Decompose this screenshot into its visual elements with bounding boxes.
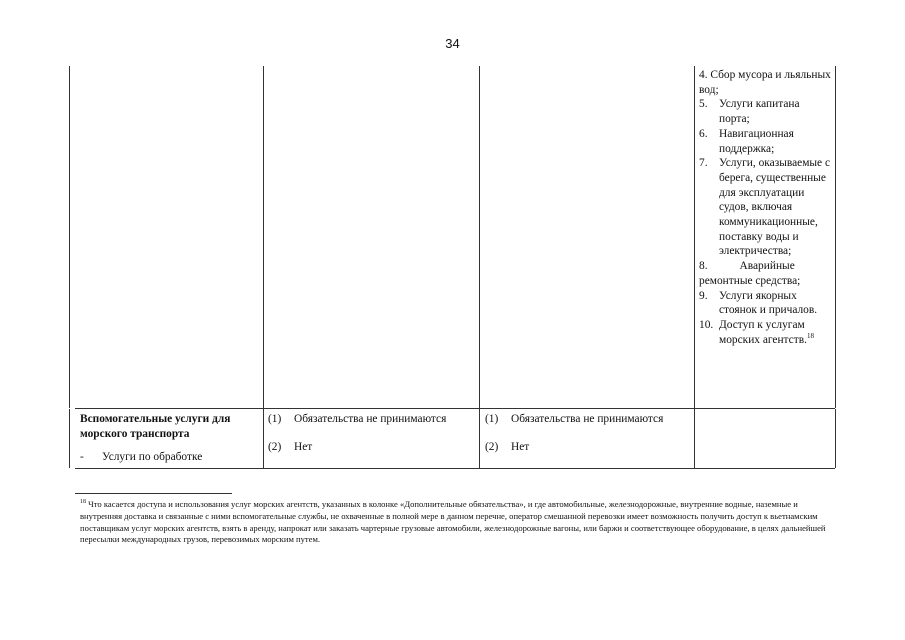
entry-text: Обязательства не принимаются: [511, 413, 664, 425]
list-item-text: Услуги капитана порта;: [719, 98, 800, 126]
list-item-number: 6.: [699, 127, 708, 140]
list-item: [697, 259, 831, 288]
list-item-text: 4. Сбор мусора и льяльных вод;: [699, 69, 831, 96]
list-item: [697, 318, 831, 347]
list-item-text: Услуги якорных стоянок и причалов.: [719, 289, 818, 317]
table-row-continued: [75, 66, 835, 408]
entry-mark: (2): [268, 441, 282, 453]
list-item-number: 5.: [699, 98, 708, 111]
market-access-cell: [268, 412, 478, 455]
column-border: [479, 66, 480, 408]
column-border: [263, 409, 264, 468]
list-item-number: 7.: [699, 157, 708, 170]
list-item: [697, 97, 831, 126]
column-border: [694, 66, 695, 408]
list-item-text: Услуги, оказываемые с берега, существенные для эксплуатации судов, включая коммуникационные, поставку воды и электричества;: [719, 157, 831, 258]
column-border: [69, 409, 70, 468]
sector-item-dash: -: [80, 451, 84, 463]
list-item: [697, 127, 831, 156]
footnote-ref: 18: [806, 331, 814, 340]
list-item: [697, 156, 831, 259]
entry-text: Нет: [294, 441, 313, 453]
column-border: [479, 409, 480, 468]
entry-mark: (2): [485, 441, 499, 453]
sector-item-text: Услуги по обработке: [102, 451, 203, 463]
entry-text: Нет: [511, 441, 530, 453]
table-row-maritime-auxiliary: [75, 408, 835, 469]
market-access-entry-2: [268, 440, 478, 455]
list-item-text: Аварийные ремонтные средства;: [699, 260, 801, 287]
sector-title: Вспомогательные услуги для морского транспорта: [80, 413, 231, 440]
column-border: [835, 409, 836, 468]
page-number: 34: [445, 36, 460, 51]
list-item-text: Доступ к услугам морских агентств.: [719, 318, 807, 346]
footnote-text: Что касается доступа и использования услуг морских агентств, указанных в колонке «Дополнительные обязательства», и где автомобильные, железнодорожные, внутренние водные, наземные и внутренняя доставка и связанные с ними вспомогательные службы, не охваченные в полной мере в данном перечне, оператор смешанной перевозки имеет возможность получить доступ к вьетнамским поставщикам услуг морских агентств, взять в аренду, напрокат или заказать чартерные грузовые автомобили, железнодорожные вагоны, или баржи и соответствующее оборудование, в целях дальнейшей пересылки международных грузов, перевозимых морским путем.: [80, 499, 826, 545]
footnote-separator: [75, 493, 232, 494]
list-item-text: Навигационная поддержка;: [719, 127, 794, 155]
list-item-number: 8.: [699, 260, 708, 273]
list-item: [697, 68, 831, 97]
national-treatment-entry-2: [485, 440, 695, 455]
commitments-table: [75, 66, 835, 469]
market-access-entry-1: [268, 412, 478, 427]
additional-commitments-list: [697, 68, 831, 347]
sector-item: [80, 450, 260, 465]
entry-text: Обязательства не принимаются: [294, 413, 447, 425]
footnote: [80, 499, 840, 546]
list-item-number: 10.: [699, 318, 714, 331]
entry-mark: (1): [268, 413, 282, 425]
additional-commitments-cell: [697, 68, 831, 347]
entry-mark: (1): [485, 413, 499, 425]
national-treatment-cell: [485, 412, 695, 455]
footnote-ref: 18: [80, 499, 86, 506]
column-border: [835, 66, 836, 408]
list-item-number: 9.: [699, 289, 708, 302]
list-item: [697, 289, 831, 318]
column-border: [263, 66, 264, 408]
national-treatment-entry-1: [485, 412, 695, 427]
sector-cell: [80, 412, 260, 465]
column-border: [69, 66, 70, 408]
